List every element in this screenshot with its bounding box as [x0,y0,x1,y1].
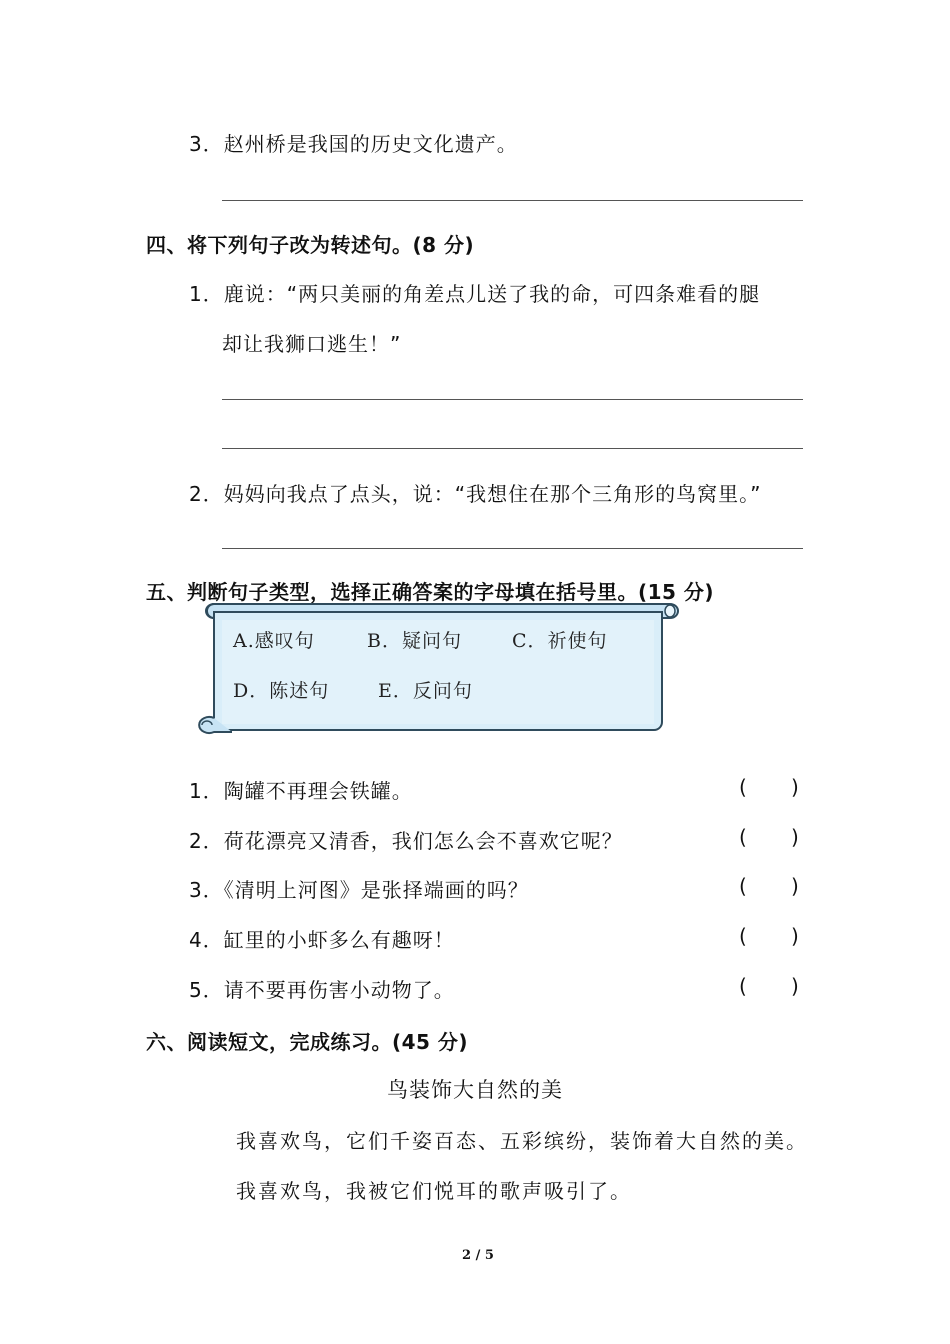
answer-paren-close: ) [791,974,799,998]
section-4-heading: 四、将下列句子改为转述句。(8 分) [146,233,475,257]
section-5-item-2: 2．荷花漂亮又清香，我们怎么会不喜欢它呢？ [189,829,623,853]
section-5-heading: 五、判断句子类型，选择正确答案的字母填在括号里。(15 分) [146,580,715,604]
section-6-heading: 六、阅读短文，完成练习。(45 分) [146,1030,469,1054]
answer-paren-open: ( [739,974,747,998]
answer-line[interactable] [222,200,803,201]
answer-paren-open: ( [739,874,747,898]
answer-paren-close: ) [791,825,799,849]
section-4-item-2: 2．妈妈向我点了点头，说：“我想住在那个三角形的鸟窝里。” [189,482,762,506]
answer-line[interactable] [222,548,803,549]
section-5-item-3: 3．《清明上河图》是张择端画的吗？ [189,878,529,902]
section-5-item-5: 5．请不要再伤害小动物了。 [189,978,455,1002]
answer-line[interactable] [222,448,803,449]
passage-paragraph-2: 我喜欢鸟，我被它们悦耳的歌声吸引了。 [236,1179,632,1203]
answer-paren-close: ) [791,924,799,948]
section-4-item-1-line-1: 1．鹿说：“两只美丽的角差点儿送了我的命，可四条难看的腿 [189,282,761,306]
answer-paren-open: ( [739,825,747,849]
option-c: C．祈使句 [512,630,608,652]
answer-paren-close: ) [791,874,799,898]
answer-line[interactable] [222,399,803,400]
answer-paren-close: ) [791,775,799,799]
options-scroll-banner [192,600,682,738]
answer-paren-open: ( [739,924,747,948]
passage-paragraph-1: 我喜欢鸟，它们千姿百态、五彩缤纷，装饰着大自然的美。 [236,1129,808,1153]
option-e: E．反问句 [378,680,473,702]
answer-blank[interactable] [752,823,788,851]
answer-blank[interactable] [752,773,788,801]
passage-title: 鸟装饰大自然的美 [387,1078,563,1102]
section-5-item-1: 1．陶罐不再理会铁罐。 [189,779,413,803]
answer-blank[interactable] [752,922,788,950]
answer-paren-open: ( [739,775,747,799]
section-5-item-4: 4．缸里的小虾多么有趣呀！ [189,928,455,952]
question-3-text: 3．赵州桥是我国的历史文化遗产。 [189,132,518,156]
option-a: A.感叹句 [233,630,315,652]
answer-blank[interactable] [752,872,788,900]
section-4-item-1-line-2: 却让我狮口逃生！” [222,332,402,356]
option-b: B．疑问句 [367,630,462,652]
page-number: 2 / 5 [462,1248,494,1263]
answer-blank[interactable] [752,972,788,1000]
option-d: D．陈述句 [233,680,330,702]
